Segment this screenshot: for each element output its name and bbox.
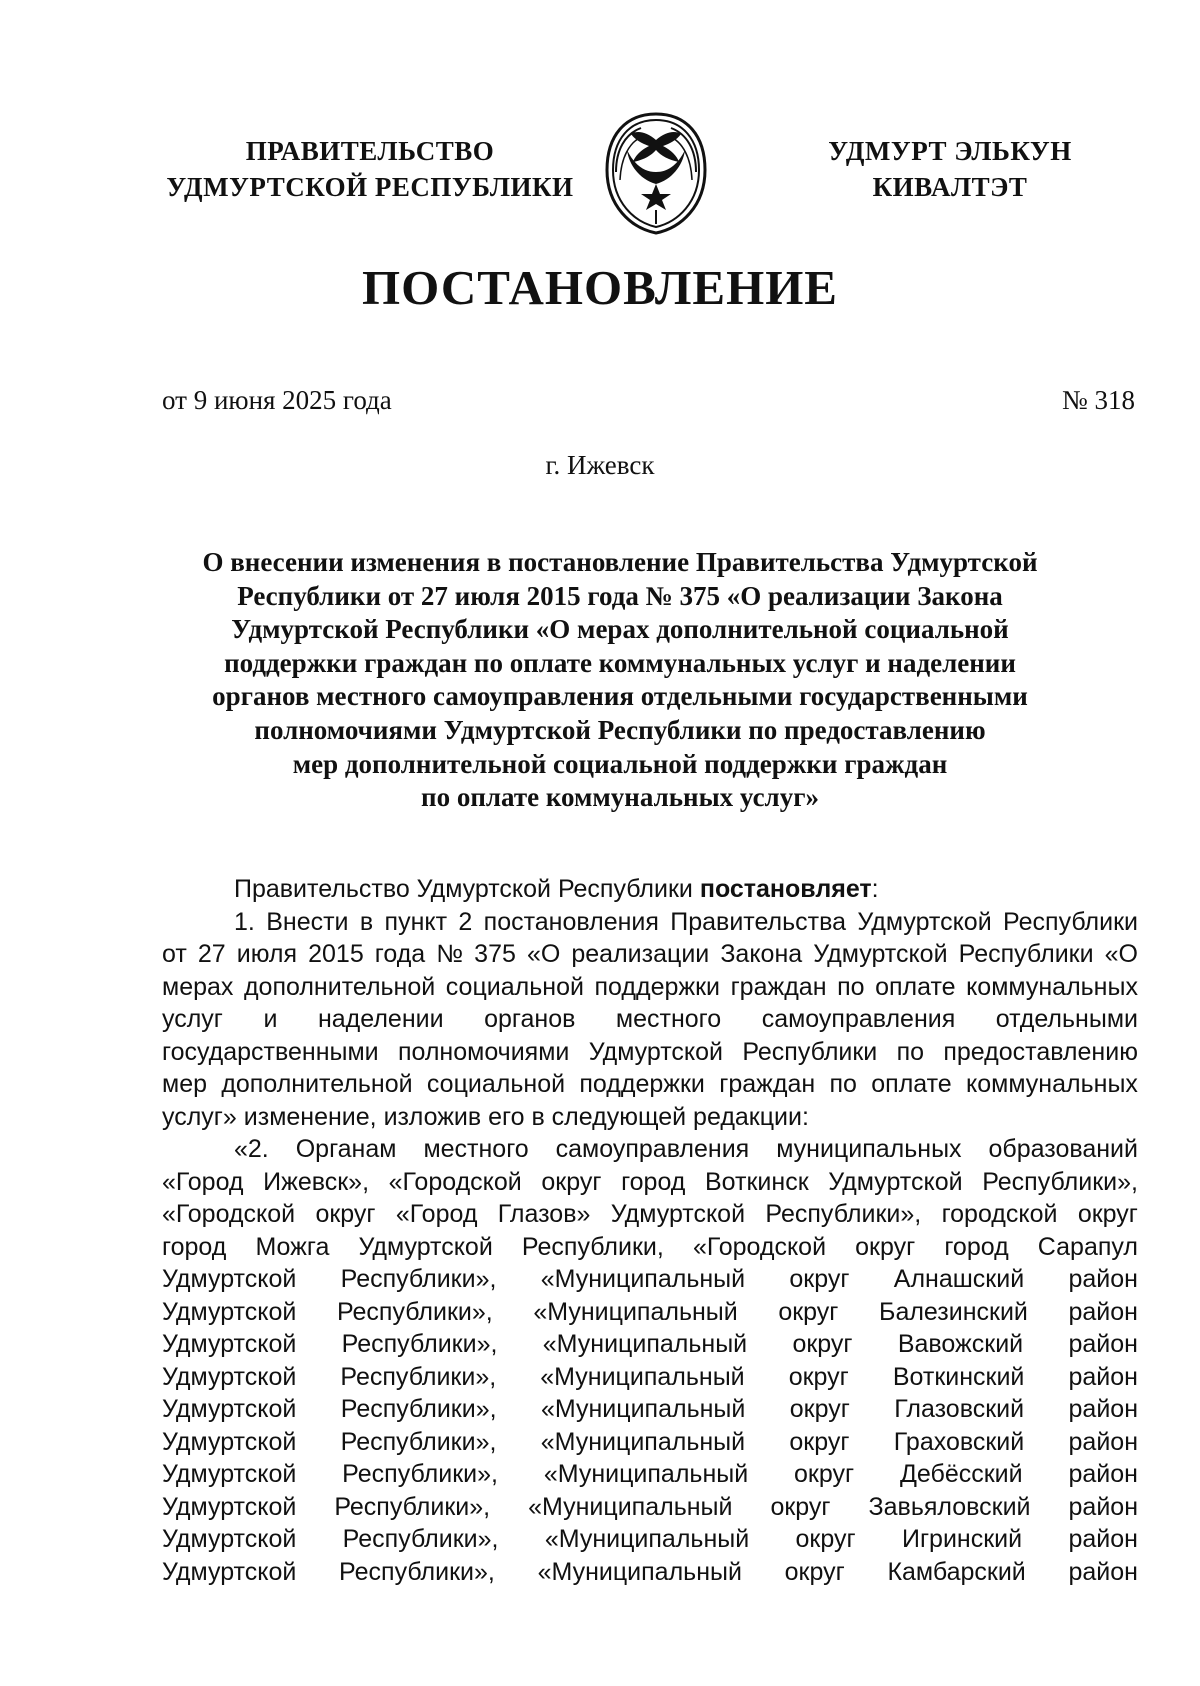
issuer-line: КИВАЛТЭТ (872, 172, 1028, 202)
word: округ (789, 1265, 850, 1293)
word: Удмуртской (588, 1037, 724, 1066)
title-line: мер дополнительной социальной поддержки граждан (292, 748, 948, 779)
word: Камбарский (887, 1557, 1026, 1586)
word: Республики», (342, 1460, 498, 1488)
word: район (1068, 1557, 1138, 1586)
word: Воткинск (705, 1167, 809, 1196)
body-line (162, 1393, 1138, 1426)
word: «Городской (162, 1200, 296, 1228)
word: Республики», (341, 1330, 498, 1358)
word: «Муниципальный (542, 1330, 748, 1358)
issuer-line: ПРАВИТЕЛЬСТВО (245, 136, 495, 166)
body-line (162, 1068, 1138, 1101)
title-line: Республики от 27 июля 2015 года № 375 «О реализации Закона (237, 580, 1003, 611)
body-line (162, 1328, 1138, 1361)
body-line (162, 1523, 1138, 1556)
word: самоуправления (555, 1135, 750, 1163)
word: городской (941, 1200, 1058, 1228)
word: округ (788, 1362, 849, 1391)
word: «Муниципальный (540, 1427, 746, 1456)
word: Удмуртской (162, 1427, 297, 1456)
word: дополнительной (221, 1070, 413, 1098)
word: Республики», (340, 1427, 497, 1456)
word: округ (792, 1330, 853, 1358)
issuer-name-russian (150, 133, 590, 205)
issuer-line: УДМУРТСКОЙ РЕСПУБЛИКИ (166, 172, 574, 202)
word: Удмуртской (162, 1492, 297, 1521)
word: по (829, 1070, 857, 1098)
body-line (162, 1133, 1138, 1166)
word: государственными (162, 1037, 379, 1066)
word: Республики», (342, 1525, 499, 1553)
word: Сарапул (1037, 1232, 1138, 1261)
word: округ (770, 1492, 831, 1521)
word: пункт (384, 907, 448, 936)
word: Республики», (339, 1557, 495, 1586)
word: Правительства (670, 907, 846, 936)
word: «Муниципальный (540, 1362, 745, 1391)
word: «Город (395, 1200, 478, 1228)
intro-end: : (871, 875, 879, 903)
word: Удмуртской (813, 940, 948, 968)
word: округ (855, 1232, 916, 1261)
word: «Муниципальный (537, 1557, 742, 1586)
word: услуг (162, 1005, 223, 1033)
word: Удмуртской (610, 1200, 746, 1228)
word: район (1068, 1265, 1138, 1293)
body-line (162, 1198, 1138, 1231)
word: от (162, 940, 187, 968)
word: постановления (483, 907, 659, 936)
word: предоставлению (943, 1037, 1138, 1066)
body-line (162, 1263, 1138, 1296)
word: Удмуртской (857, 907, 992, 936)
document-body (162, 873, 1138, 1588)
word: Можга (255, 1232, 330, 1261)
word: июля (236, 940, 298, 968)
word: округ (541, 1167, 602, 1196)
word: 2015 (308, 940, 364, 968)
word: Республики (1003, 907, 1138, 936)
coat-of-arms-udmurtia-icon (601, 110, 711, 236)
word: Игринский (901, 1525, 1023, 1553)
title-line: О внесении изменения в постановление Правительства Удмуртской (202, 547, 1038, 577)
word: местного (615, 1005, 722, 1033)
title-line: полномочиями Удмуртской Республики по предоставлению (254, 714, 986, 745)
word: года (374, 940, 426, 968)
word: Республики (742, 1037, 878, 1066)
word: «Городской (692, 1232, 827, 1261)
word: оплате (875, 972, 956, 1001)
document-number: № 318 (1061, 385, 1135, 415)
word: полномочиями (397, 1037, 570, 1066)
word: «2. (234, 1135, 269, 1163)
word: район (1068, 1492, 1138, 1521)
word: коммунальных (966, 1070, 1138, 1098)
word: Глазов» (497, 1200, 591, 1228)
body-line (162, 971, 1138, 1004)
body-line (162, 906, 1138, 939)
word: образований (988, 1135, 1138, 1163)
word: Республики», (336, 1297, 493, 1326)
word: округ (778, 1297, 839, 1326)
body-line (162, 1003, 1138, 1036)
word: Удмуртской (358, 1232, 493, 1261)
body-line (162, 1556, 1138, 1589)
word: Алнашский (893, 1265, 1025, 1293)
word: Республики», (340, 1265, 497, 1293)
word: Ижевск», (263, 1167, 370, 1196)
word: оплате (871, 1070, 952, 1098)
word: округ (784, 1557, 845, 1586)
word: район (1068, 1427, 1138, 1456)
word: Удмуртской (162, 1395, 297, 1423)
body-line (162, 1491, 1138, 1524)
word: «Муниципальный (544, 1525, 750, 1553)
body-line (162, 1458, 1138, 1491)
word: отдельными (995, 1005, 1138, 1033)
word: и (263, 1005, 278, 1033)
issuer-line: УДМУРТ ЭЛЬКУН (828, 136, 1072, 166)
body-line (162, 938, 1138, 971)
word: самоуправления (761, 1005, 956, 1033)
word: «Муниципальный (533, 1297, 738, 1326)
title-line: органов местного самоуправления отдельными государственными (212, 681, 1028, 712)
issuer-name-udmurt (800, 133, 1100, 205)
word: Балезинский (879, 1297, 1028, 1326)
word: Глазовский (894, 1395, 1025, 1423)
word: Удмуртской (162, 1557, 297, 1586)
word: 1. (234, 907, 255, 936)
word: Внести (266, 907, 349, 936)
word: Удмуртской (162, 1362, 297, 1391)
word: мерах (162, 972, 234, 1001)
word: «О (1104, 940, 1138, 968)
word: наделении (317, 1005, 444, 1033)
word: Органам (295, 1135, 397, 1163)
body-line (162, 1166, 1138, 1199)
word: органов (484, 1005, 576, 1033)
word: Воткинский (892, 1362, 1025, 1391)
word: поддержки (594, 972, 721, 1001)
word: Республики», (334, 1492, 491, 1521)
word: граждан (719, 1070, 816, 1098)
word: социальной (445, 972, 584, 1001)
word: по (837, 972, 865, 1001)
body-line (162, 1361, 1138, 1394)
word: граждан (730, 972, 827, 1001)
word: по (896, 1037, 925, 1066)
word: № (436, 940, 464, 968)
word: «Городской (388, 1167, 522, 1196)
word: в (359, 907, 374, 936)
word: Республики (958, 940, 1094, 968)
word: Закона (720, 940, 803, 968)
word: поддержки (579, 1070, 705, 1098)
word: Республики», (982, 1167, 1138, 1196)
word: район (1068, 1297, 1138, 1326)
word: социальной (426, 1070, 566, 1098)
word: Вавожский (897, 1330, 1024, 1358)
word: Республики, (521, 1232, 664, 1261)
word: район (1068, 1460, 1138, 1488)
word: район (1068, 1395, 1138, 1423)
word: округ (789, 1395, 850, 1423)
word: город (621, 1167, 686, 1196)
word: округ (794, 1460, 855, 1488)
word: Республики», (340, 1362, 497, 1391)
body-line (162, 1231, 1138, 1264)
word: «Муниципальный (540, 1265, 746, 1293)
word: Удмуртской (162, 1460, 297, 1488)
word: муниципальных (776, 1135, 962, 1163)
word: мер (162, 1070, 207, 1098)
word: «О (526, 940, 561, 968)
word: район (1068, 1362, 1138, 1391)
word: округ (789, 1427, 850, 1456)
word: Граховский (893, 1427, 1025, 1456)
word: дополнительной (243, 972, 436, 1001)
word: Удмуртской (828, 1167, 963, 1196)
word: Удмуртской (162, 1265, 297, 1293)
body-line (162, 1036, 1138, 1069)
word: Республики», (340, 1395, 497, 1423)
body-line (162, 1296, 1138, 1329)
intro-text: Правительство Удмуртской Республики (234, 875, 700, 903)
word: «Город (162, 1167, 244, 1196)
word: район (1068, 1525, 1138, 1553)
word: округ (315, 1200, 376, 1228)
body-line (162, 1426, 1138, 1459)
word: «Муниципальный (528, 1492, 733, 1521)
intro-bold-word: постановляет (699, 875, 872, 903)
title-line: поддержки граждан по оплате коммунальных услуг и наделении (224, 647, 1016, 678)
word: город (162, 1232, 227, 1261)
title-line: Удмуртской Республики «О мерах дополнительной социальной (231, 614, 1009, 645)
word: коммунальных (966, 972, 1138, 1001)
word: округ (1077, 1200, 1138, 1228)
document-city: г. Ижевск (545, 450, 655, 480)
document-title (150, 546, 1090, 815)
word: 375 (474, 940, 516, 968)
word: Дебёсский (899, 1460, 1023, 1488)
document-date: от 9 июня 2025 года (162, 385, 392, 415)
intro-paragraph (162, 873, 1138, 906)
word: город (944, 1232, 1009, 1261)
word: Республики», (765, 1200, 922, 1228)
word: 2 (458, 907, 473, 936)
word: Завьяловский (868, 1492, 1031, 1521)
word: 27 (197, 940, 226, 968)
word: реализации (571, 940, 710, 968)
body-line: услуг» изменение, изложив его в следующей редакции: (162, 1102, 809, 1131)
document-type-heading: ПОСТАНОВЛЕНИЕ (362, 260, 838, 315)
word: «Муниципальный (543, 1460, 749, 1488)
word: Удмуртской (162, 1525, 297, 1553)
word: округ (795, 1525, 856, 1553)
word: «Муниципальный (540, 1395, 746, 1423)
word: район (1068, 1330, 1138, 1358)
word: Удмуртской (162, 1297, 297, 1326)
title-line: по оплате коммунальных услуг» (421, 782, 819, 813)
word: Удмуртской (162, 1330, 297, 1358)
word: местного (423, 1135, 529, 1163)
